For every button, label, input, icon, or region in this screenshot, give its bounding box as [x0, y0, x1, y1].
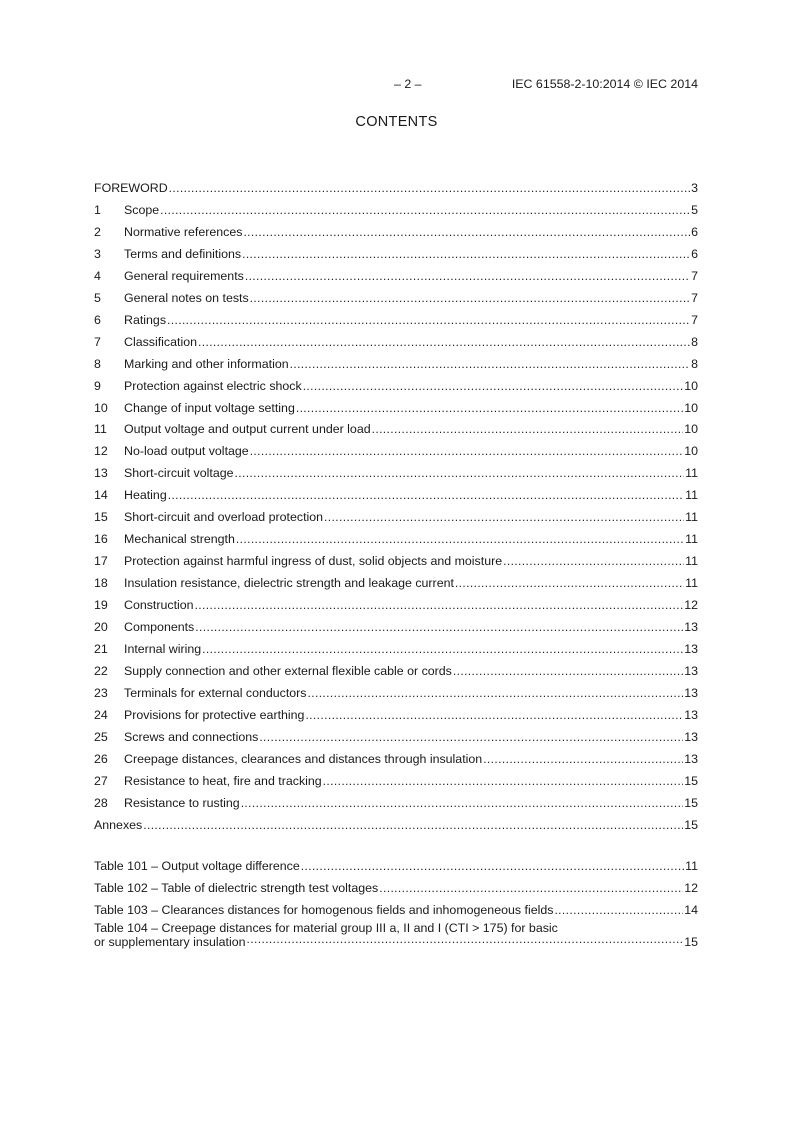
toc-entry-page: 13	[684, 685, 698, 700]
leader-dots	[242, 246, 690, 262]
toc-entry-page: 11	[685, 510, 698, 525]
toc-entry-page: 8	[691, 334, 698, 349]
toc-entry-title: Construction	[124, 598, 194, 613]
leader-dots	[483, 751, 683, 767]
toc-entry[interactable]	[94, 356, 698, 372]
toc-entry-title: Insulation resistance, dielectric strength and leakage current	[124, 576, 454, 591]
toc-entry[interactable]	[94, 751, 698, 767]
toc-entry-page: 11	[685, 576, 698, 591]
leader-dots	[247, 933, 684, 949]
table-entry-title: Table 103 – Clearances distances for homogenous fields and inhomogeneous fields	[94, 902, 554, 917]
leader-dots	[308, 685, 684, 701]
toc-entry-page: 13	[684, 751, 698, 766]
table-entry-title-line1: Table 104 – Creepage distances for material group III a, II and I (CTI > 175) for basic	[94, 920, 558, 935]
toc-entry-title: Annexes	[94, 817, 143, 832]
toc-entry-number: 22	[94, 663, 108, 678]
toc-entry-page: 7	[691, 290, 698, 305]
leader-dots	[301, 858, 684, 874]
toc-entry-number: 10	[94, 400, 108, 415]
page-header	[94, 77, 698, 93]
leader-dots	[379, 880, 683, 896]
toc-entry-number: 14	[94, 488, 108, 503]
toc-entry[interactable]	[94, 487, 698, 503]
toc-entry-title: Heating	[124, 488, 167, 503]
toc-entry-title: Components	[124, 620, 195, 634]
leader-dots	[195, 619, 683, 635]
toc-entry-number: 26	[94, 751, 108, 766]
toc-entry-page: 3	[691, 181, 698, 195]
leader-dots	[241, 795, 684, 811]
toc-entry[interactable]	[94, 553, 698, 569]
toc-entry-number: 4	[94, 268, 101, 283]
toc-entry[interactable]	[94, 619, 698, 635]
toc-entry[interactable]	[94, 531, 698, 547]
toc-entry-page: 5	[691, 202, 698, 217]
toc-entry-number: 19	[94, 598, 108, 613]
document-id: IEC 61558-2-10:2014 © IEC 2014	[511, 77, 698, 91]
leader-dots	[503, 553, 684, 569]
toc-entry[interactable]	[94, 729, 698, 745]
toc-entry[interactable]	[94, 465, 698, 481]
toc-entry-title: Resistance to rusting	[124, 795, 240, 810]
leader-dots	[169, 180, 690, 196]
table-entry-page: 11	[685, 859, 698, 873]
toc-entry[interactable]	[94, 795, 698, 811]
table-list-entry[interactable]	[94, 902, 698, 918]
toc-entry-number: 5	[94, 290, 101, 305]
leader-dots	[259, 729, 683, 745]
toc-entry[interactable]	[94, 268, 698, 284]
leader-dots	[243, 224, 690, 240]
leader-dots	[250, 290, 690, 306]
toc-entry-page: 8	[691, 356, 698, 371]
leader-dots	[324, 509, 684, 525]
toc-entry[interactable]	[94, 224, 698, 240]
toc-entry-page: 15	[684, 773, 698, 788]
table-list-entry[interactable]	[94, 922, 698, 949]
toc-entry-number: 16	[94, 532, 108, 547]
toc-entry-title: Classification	[124, 334, 197, 349]
toc-entry[interactable]	[94, 707, 698, 723]
toc-entry[interactable]	[94, 443, 698, 459]
toc-entry-title: Mechanical strength	[124, 532, 235, 547]
toc-entry-number: 24	[94, 707, 108, 722]
toc-entry-title: Provisions for protective earthing	[124, 707, 305, 722]
toc-entry[interactable]	[94, 663, 698, 679]
toc-entry-page: 10	[684, 400, 698, 415]
toc-entry-number: 12	[94, 444, 108, 459]
toc-entry-number: 13	[94, 466, 108, 481]
leader-dots	[305, 707, 683, 723]
toc-entry-number: 20	[94, 620, 108, 634]
toc-entry-page: 7	[691, 312, 698, 327]
toc-entry[interactable]	[94, 421, 698, 437]
toc-entry-page: 6	[691, 224, 698, 239]
toc-entry-page: 7	[691, 268, 698, 283]
table-entry-page: 14	[684, 902, 698, 917]
toc-entry-page: 11	[685, 532, 698, 547]
toc-entry-number: 23	[94, 685, 108, 700]
leader-dots	[290, 356, 690, 372]
table-entry-page: 12	[684, 880, 698, 895]
toc-entry-number: 25	[94, 729, 108, 744]
toc-entry-page: 10	[684, 444, 698, 459]
toc-entry-title: Ratings	[124, 312, 167, 327]
toc-entry-page: 11	[685, 554, 698, 569]
toc-entry-title: General notes on tests	[124, 290, 249, 305]
toc-entry-page: 13	[684, 729, 698, 744]
leader-dots	[168, 487, 684, 503]
toc-entry[interactable]	[94, 290, 698, 306]
toc-entry-page: 13	[684, 620, 698, 634]
leader-dots	[453, 663, 683, 679]
table-entry-page: 15	[684, 934, 698, 949]
toc-entry-page: 15	[684, 817, 698, 832]
toc-entry-title: Resistance to heat, fire and tracking	[124, 773, 322, 788]
toc-entry-number: 7	[94, 334, 101, 349]
toc-entry[interactable]	[94, 334, 698, 350]
toc-entry-page: 10	[684, 422, 698, 437]
toc-entry-title: FOREWORD	[94, 181, 168, 195]
toc-entry[interactable]	[94, 641, 698, 657]
table-entry-title: Table 101 – Output voltage difference	[94, 859, 300, 873]
toc-entry-title: Protection against electric shock	[124, 378, 302, 393]
toc-entry[interactable]	[94, 773, 698, 789]
toc-entry[interactable]	[94, 312, 698, 328]
toc-entry-number: 8	[94, 356, 101, 371]
toc-entry-page: 12	[684, 598, 698, 613]
toc-entry-page: 13	[684, 641, 698, 656]
toc-entry[interactable]	[94, 180, 698, 196]
toc-entry-title: No-load output voltage	[124, 444, 249, 459]
leader-dots	[323, 773, 684, 789]
table-entry-title: Table 102 – Table of dielectric strength test voltages	[94, 880, 379, 895]
toc-entry-page: 11	[685, 466, 698, 481]
leader-dots	[202, 641, 683, 657]
leader-dots	[235, 465, 685, 481]
leader-dots	[372, 421, 684, 437]
toc-entry-number: 6	[94, 312, 101, 327]
toc-entry-title: Screws and connections	[124, 729, 259, 744]
table-entry-title-line2: or supplementary insulation	[94, 934, 246, 949]
toc-entry[interactable]	[94, 202, 698, 218]
toc-entry[interactable]	[94, 400, 698, 416]
toc-entry-page: 13	[684, 707, 698, 722]
toc-entry-number: 15	[94, 510, 108, 525]
leader-dots	[455, 575, 684, 591]
toc-entry[interactable]	[94, 817, 698, 833]
leader-dots	[250, 443, 684, 459]
toc-entry-number: 28	[94, 795, 108, 810]
leader-dots	[303, 378, 684, 394]
toc-entry-page: 6	[691, 246, 698, 261]
toc-entry-page: 15	[684, 795, 698, 810]
toc-entry-title: Supply connection and other external flexible cable or cords	[124, 663, 452, 678]
page-number: – 2 –	[394, 77, 422, 91]
toc-entry-title: Internal wiring	[124, 641, 202, 656]
toc-entry-title: Creepage distances, clearances and distances through insulation	[124, 751, 483, 766]
toc-entry[interactable]	[94, 685, 698, 701]
toc-entry-number: 27	[94, 773, 108, 788]
toc-entry[interactable]	[94, 575, 698, 591]
toc-entry-number: 3	[94, 246, 101, 261]
toc-entry-title: Marking and other information	[124, 356, 289, 371]
toc-entry-number: 2	[94, 224, 101, 239]
table-entry-line2	[94, 935, 698, 949]
page-title: CONTENTS	[355, 114, 438, 130]
table-list-entry[interactable]	[94, 880, 698, 896]
toc-entry-page: 11	[685, 488, 698, 503]
toc-entry-title: Normative references	[124, 224, 243, 239]
toc-entry[interactable]	[94, 246, 698, 262]
leader-dots	[143, 817, 683, 833]
leader-dots	[167, 312, 690, 328]
toc-entry-number: 9	[94, 378, 101, 393]
leader-dots	[160, 202, 690, 218]
toc-entry-title: Protection against harmful ingress of dust, solid objects and moisture	[124, 554, 503, 569]
toc-entry-number: 18	[94, 576, 108, 591]
toc-entry-title: Change of input voltage setting	[124, 400, 295, 415]
leader-dots	[198, 334, 690, 350]
toc-entry-number: 1	[94, 202, 101, 217]
toc-entry-title: Short-circuit voltage	[124, 466, 234, 481]
toc-entry-title: Terminals for external conductors	[124, 685, 307, 700]
toc-entry-page: 13	[684, 663, 698, 678]
toc-entry[interactable]	[94, 597, 698, 613]
toc-entry-number: 17	[94, 554, 108, 569]
toc-entry-title: Scope	[124, 202, 160, 217]
leader-dots	[554, 902, 683, 918]
toc-entry-title: Short-circuit and overload protection	[124, 510, 324, 525]
toc-entry-number: 21	[94, 641, 108, 656]
leader-dots	[236, 531, 684, 547]
leader-dots	[245, 268, 690, 284]
toc-entry[interactable]	[94, 509, 698, 525]
leader-dots	[296, 400, 683, 416]
toc-entry-title: General requirements	[124, 268, 244, 283]
toc-entry[interactable]	[94, 378, 698, 394]
toc-entry-title: Terms and definitions	[124, 246, 242, 261]
leader-dots	[195, 597, 684, 613]
toc-entry-number: 11	[94, 422, 107, 437]
toc-entry-page: 10	[684, 378, 698, 393]
toc-entry-title: Output voltage and output current under load	[124, 422, 371, 437]
table-list-entry[interactable]	[94, 858, 698, 874]
